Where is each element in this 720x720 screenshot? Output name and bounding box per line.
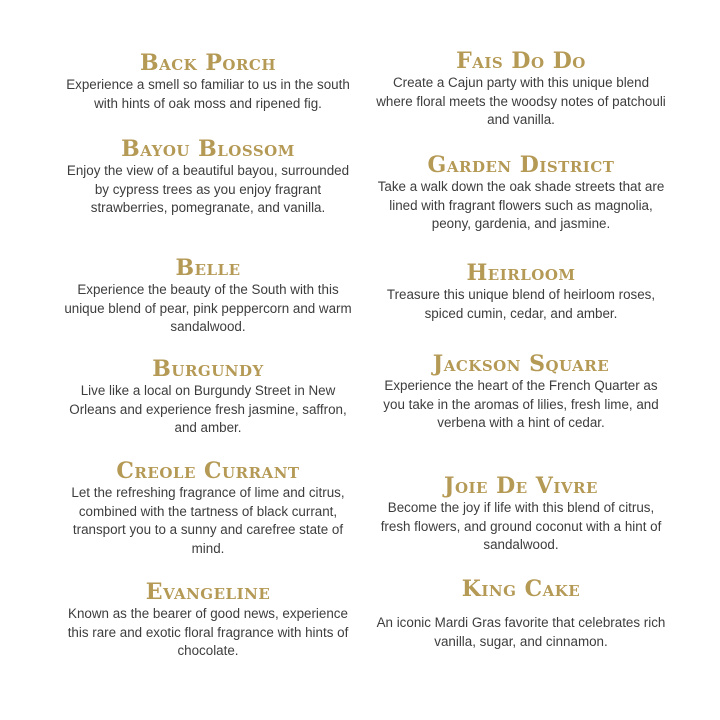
- scent-title: Joie De Vivre: [444, 473, 598, 499]
- scent-entry-joie-de-vivre: [376, 473, 666, 555]
- scent-description: An iconic Mardi Gras favorite that celebrates rich vanilla, sugar, and cinnamon.: [376, 615, 666, 649]
- scent-entry-fais-do-do: [376, 48, 666, 130]
- scent-entry-king-cake: [376, 576, 666, 651]
- scent-entry-belle: [58, 255, 358, 337]
- scent-description: Known as the bearer of good news, experience this rare and exotic floral fragrance with hints of chocolate.: [67, 606, 349, 658]
- scent-entry-heirloom: [376, 260, 666, 323]
- scent-description: Live like a local on Burgundy Street in New Orleans and experience fresh jasmine, saffron, and amber.: [69, 383, 347, 435]
- scent-description: Enjoy the view of a beautiful bayou, surrounded by cypress trees as you enjoy fragrant strawberries, pomegranate, and vanilla.: [66, 163, 350, 215]
- scent-description: Treasure this unique blend of heirloom roses, spiced cumin, cedar, and amber.: [386, 287, 656, 321]
- scent-title: Garden District: [427, 152, 615, 178]
- scent-description: Experience the heart of the French Quarter as you take in the aromas of lilies, fresh lime, and verbena with a hint of cedar.: [383, 378, 659, 430]
- scent-entry-jackson-square: [376, 351, 666, 433]
- scent-title: Heirloom: [466, 260, 576, 286]
- scent-entry-garden-district: [376, 152, 666, 234]
- scent-title: Back Porch: [139, 50, 277, 76]
- scent-title: Belle: [175, 255, 241, 281]
- scent-description: Experience a smell so familiar to us in the south with hints of oak moss and ripened fig.: [66, 77, 350, 111]
- scent-entry-evangeline: [58, 579, 358, 661]
- scent-description: Experience the beauty of the South with this unique blend of pear, pink peppercorn and warm sandalwood.: [64, 282, 352, 334]
- scent-title: Bayou Blossom: [121, 136, 295, 162]
- scent-title: Creole Currant: [116, 458, 300, 484]
- scent-title: Jackson Square: [432, 351, 610, 377]
- scent-entry-back-porch: [58, 50, 358, 113]
- scent-description: Take a walk down the oak shade streets that are lined with fragrant flowers such as magnolia, peony, gardenia, and jasmine.: [377, 179, 665, 231]
- scent-title: Fais Do Do: [456, 48, 586, 74]
- scent-entry-creole-currant: [58, 458, 358, 558]
- scent-title: Burgundy: [152, 356, 264, 382]
- scent-description: Become the joy if life with this blend of citrus, fresh flowers, and ground coconut with a hint of sandalwood.: [380, 500, 662, 552]
- scent-title: Evangeline: [145, 579, 271, 605]
- scent-description: Let the refreshing fragrance of lime and citrus, combined with the tartness of black currant, transport you to a sunny and carefree state of mind.: [71, 485, 345, 556]
- scent-description: Create a Cajun party with this unique blend where floral meets the woodsy notes of patchouli and vanilla.: [376, 75, 666, 127]
- scent-title: King Cake: [461, 576, 581, 602]
- scent-entry-bayou-blossom: [58, 136, 358, 218]
- scent-entry-burgundy: [58, 356, 358, 438]
